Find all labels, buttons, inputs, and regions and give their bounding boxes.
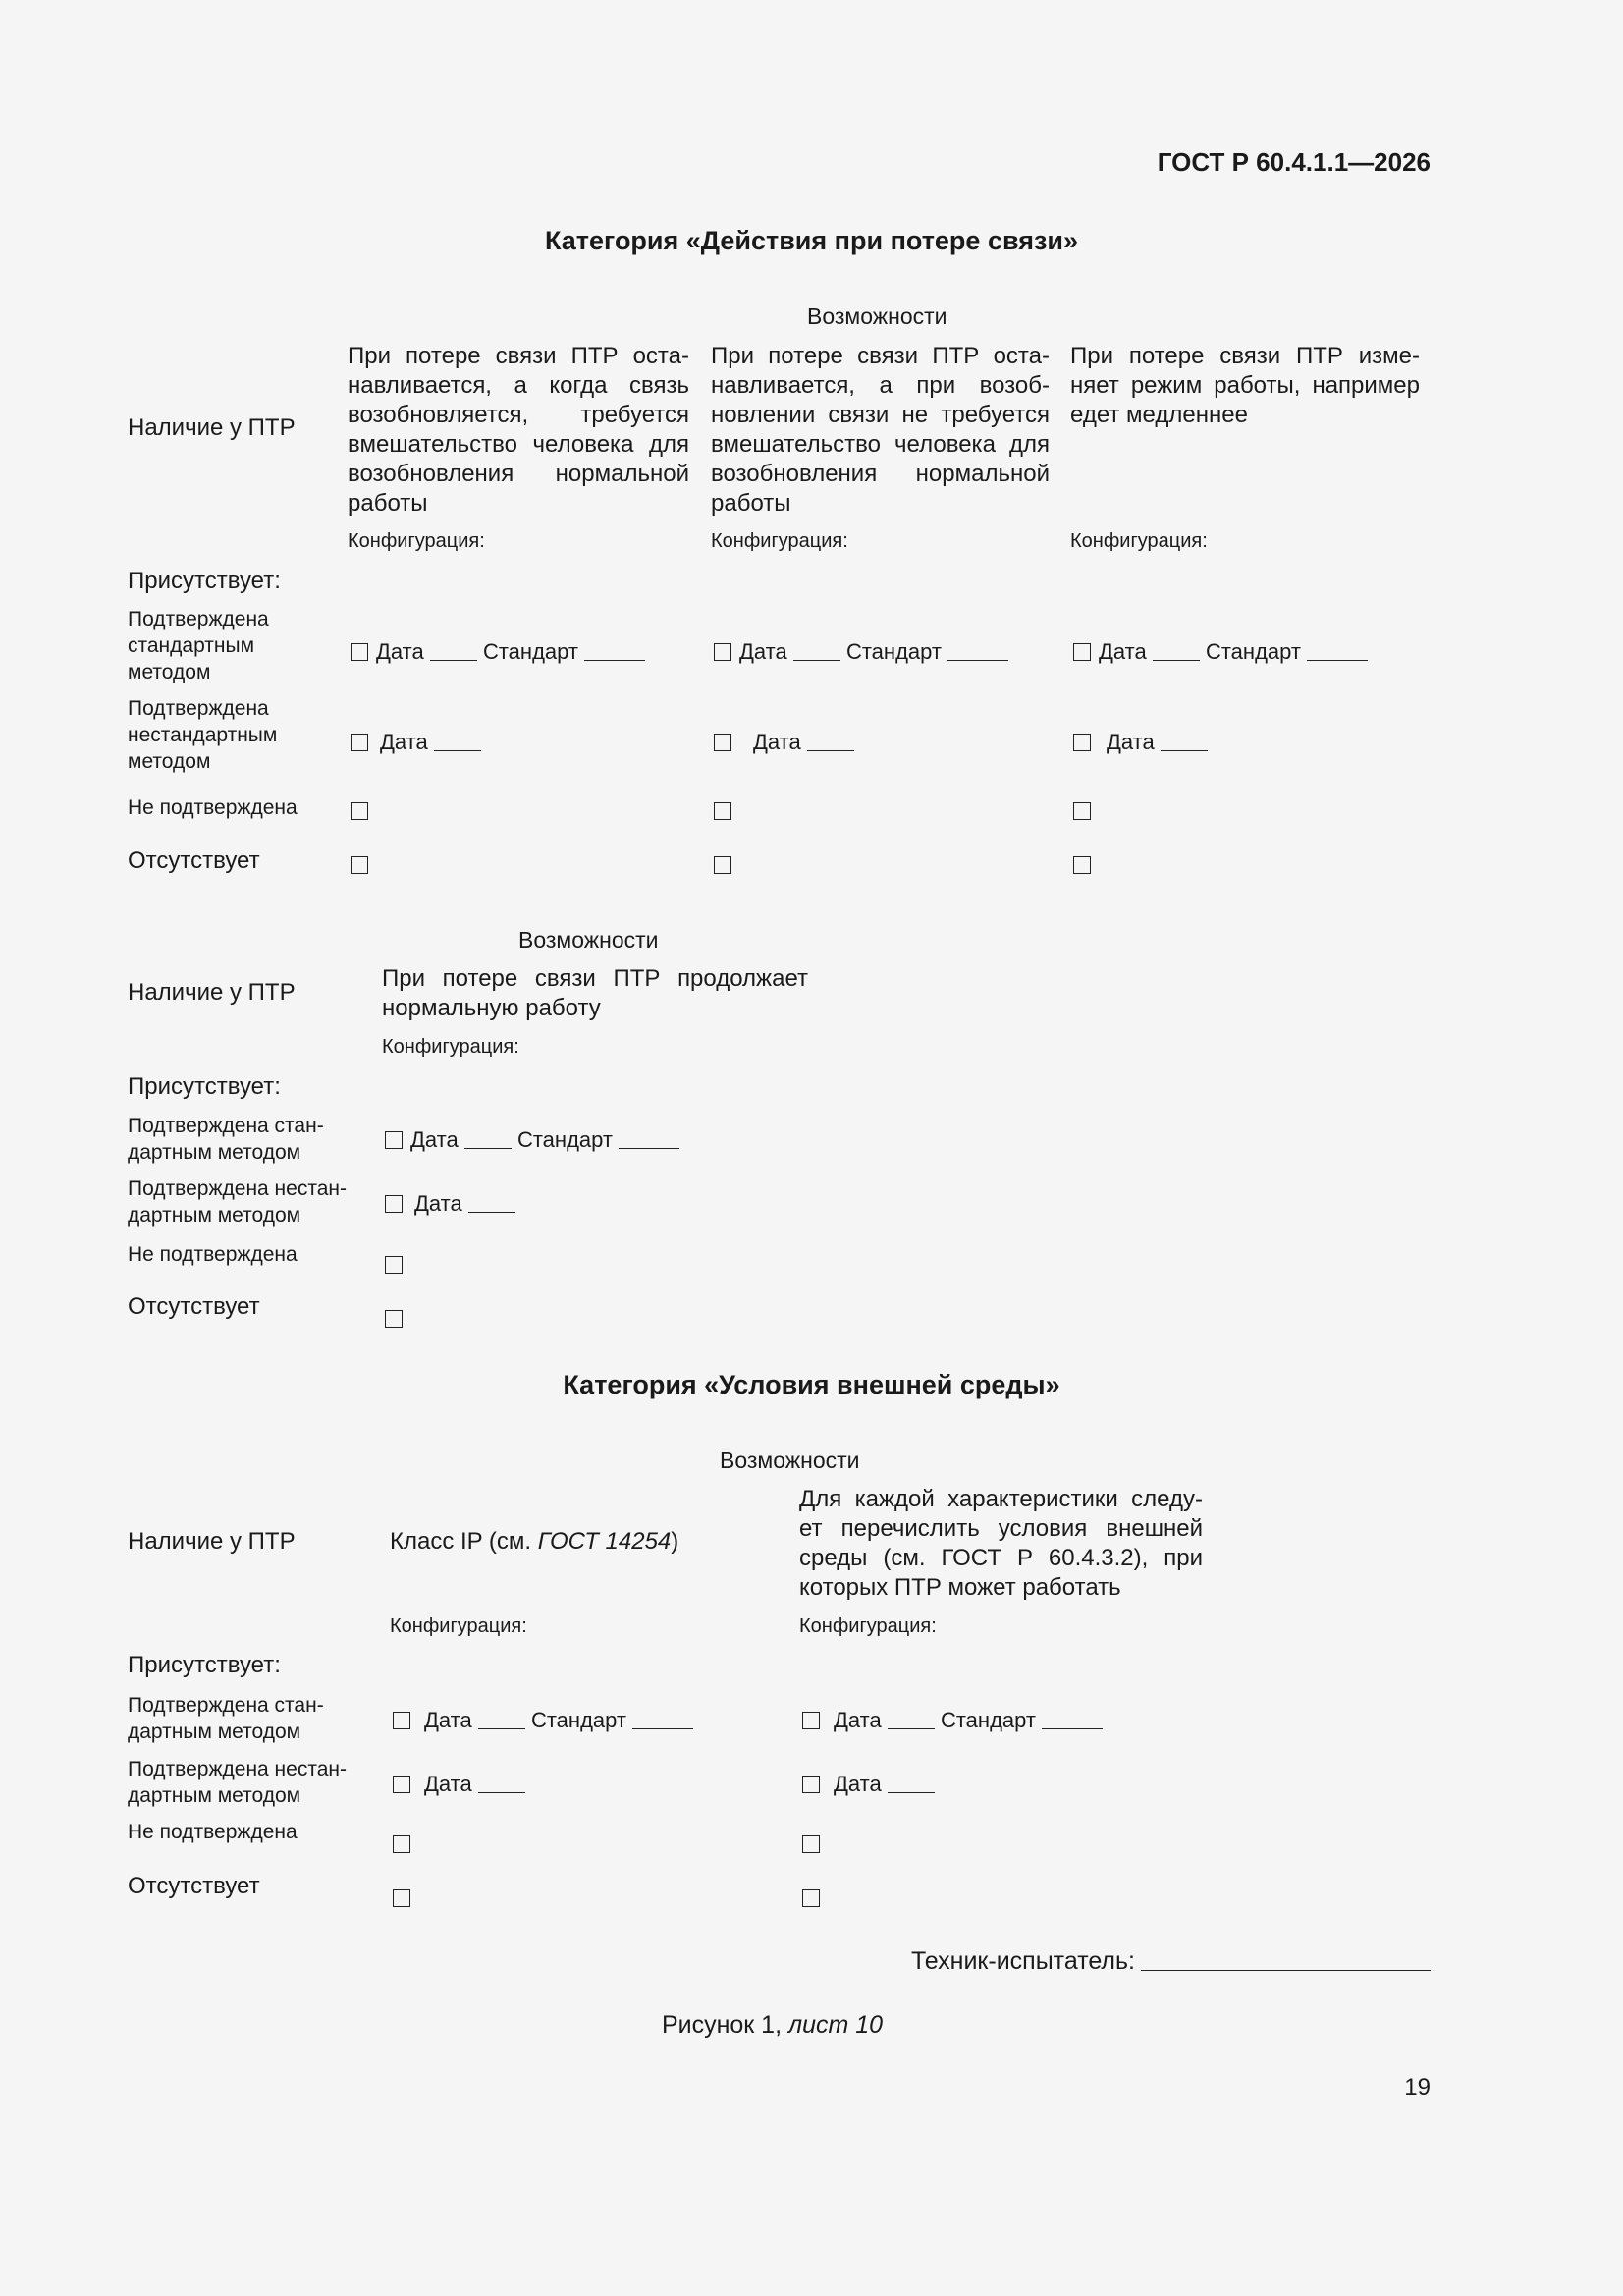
checkbox-std-col1[interactable] bbox=[351, 643, 368, 661]
config-label-s2: Конфигурация: bbox=[382, 1036, 519, 1058]
checkbox-nonstd-col1[interactable] bbox=[351, 734, 368, 751]
technician-label: Техник-испытатель: bbox=[910, 1947, 1135, 1975]
checkbox-absent-col3[interactable] bbox=[1073, 856, 1091, 874]
config-label-s3-1: Конфигурация: bbox=[390, 1615, 527, 1637]
capability-description-1: При потере связи ПТР оста- навливается, а когда связь возобновляется, требуется вмешательство человека для возобновления нормальной работы bbox=[348, 343, 689, 517]
config-label-2: Конфигурация: bbox=[711, 530, 848, 552]
row-label-availability: Наличие у ПТР bbox=[128, 414, 296, 441]
ip-class-text: Класс IP (см. ГОСТ 14254) bbox=[390, 1528, 679, 1555]
confirmed-standard-label: Подтверждена стандартным методом bbox=[128, 608, 269, 683]
std-row-s3-col1: Дата Стандарт bbox=[393, 1708, 693, 1733]
confirmed-nonstandard-label-2: Подтверждена нестан- дартным методом bbox=[128, 1177, 347, 1227]
checkbox-absent-col2[interactable] bbox=[714, 856, 731, 874]
std-row-col3: Дата Стандарт bbox=[1073, 639, 1368, 665]
checkbox-std-s3-col2[interactable] bbox=[802, 1712, 820, 1729]
config-label-1: Конфигурация: bbox=[348, 530, 485, 552]
section-title-environment: Категория «Условия внешней среды» bbox=[563, 1370, 1060, 1399]
checkbox-nonstd-s3-col2[interactable] bbox=[802, 1776, 820, 1793]
capabilities-label: Возможности bbox=[807, 303, 947, 329]
capability-description-3: При потере связи ПТР изме- няет режим работы, например едет медленнее bbox=[1070, 343, 1420, 428]
checkbox-notconf-col1[interactable] bbox=[351, 802, 368, 820]
nonstd-row-s2: Дата bbox=[385, 1191, 515, 1217]
nonstd-row-col3: Дата bbox=[1073, 730, 1208, 755]
checkbox-absent-s2[interactable] bbox=[385, 1310, 403, 1328]
checkbox-notconf-col2[interactable] bbox=[714, 802, 731, 820]
checkbox-absent-col1[interactable] bbox=[351, 856, 368, 874]
environment-description: Для каждой характеристики следу- ет перечислить условия внешней среды (см. ГОСТ Р 60.4.3.2), при которых ПТР может работать bbox=[799, 1486, 1203, 1601]
capability-description-continue: При потере связи ПТР продолжает нормальную работу bbox=[382, 965, 808, 1021]
row-label-availability-2: Наличие у ПТР bbox=[128, 979, 296, 1006]
std-row-col2: Дата Стандарт bbox=[714, 639, 1008, 665]
config-label-3: Конфигурация: bbox=[1070, 530, 1208, 552]
capability-description-2: При потере связи ПТР оста- навливается, а при возоб- новлении связи не требуется вмешательство человека для возобновления нормальной работы bbox=[711, 343, 1050, 517]
document-number: ГОСТ Р 60.4.1.1—2026 bbox=[1157, 147, 1431, 177]
page-number: 19 bbox=[1404, 2074, 1431, 2101]
row-label-availability-3: Наличие у ПТР bbox=[128, 1528, 296, 1555]
checkbox-nonstd-s3-col1[interactable] bbox=[393, 1776, 410, 1793]
technician-signature-line bbox=[911, 1946, 1431, 1976]
present-label-2: Присутствует: bbox=[128, 1073, 281, 1100]
nonstd-row-s3-col1: Дата bbox=[393, 1772, 525, 1797]
absent-label: Отсутствует bbox=[128, 847, 260, 874]
checkbox-nonstd-col3[interactable] bbox=[1073, 734, 1091, 751]
capabilities-label-2: Возможности bbox=[518, 927, 659, 953]
std-row-s3-col2: Дата Стандарт bbox=[802, 1708, 1103, 1733]
nonstd-row-col1: Дата bbox=[351, 730, 481, 755]
confirmed-nonstandard-label-3: Подтверждена нестан- дартным методом bbox=[128, 1758, 347, 1807]
confirmed-standard-label-3: Подтверждена стан- дартным методом bbox=[128, 1694, 324, 1743]
capabilities-label-3: Возможности bbox=[720, 1448, 860, 1473]
checkbox-notconf-s3-col2[interactable] bbox=[802, 1835, 820, 1853]
checkbox-notconf-s2[interactable] bbox=[385, 1256, 403, 1274]
checkbox-absent-s3-col2[interactable] bbox=[802, 1889, 820, 1907]
checkbox-std-col2[interactable] bbox=[714, 643, 731, 661]
nonstd-row-col2: Дата bbox=[714, 730, 854, 755]
confirmed-nonstandard-label: Подтверждена нестандартным методом bbox=[128, 697, 278, 773]
checkbox-notconf-col3[interactable] bbox=[1073, 802, 1091, 820]
checkbox-std-s2[interactable] bbox=[385, 1131, 403, 1149]
not-confirmed-label-3: Не подтверждена bbox=[128, 1821, 298, 1843]
checkbox-notconf-s3-col1[interactable] bbox=[393, 1835, 410, 1853]
checkbox-nonstd-col2[interactable] bbox=[714, 734, 731, 751]
technician-signature-field[interactable] bbox=[1141, 1946, 1431, 1971]
std-row-s2: Дата Стандарт bbox=[385, 1127, 679, 1153]
present-label-3: Присутствует: bbox=[128, 1652, 281, 1678]
absent-label-3: Отсутствует bbox=[128, 1873, 260, 1899]
checkbox-absent-s3-col1[interactable] bbox=[393, 1889, 410, 1907]
not-confirmed-label-2: Не подтверждена bbox=[128, 1243, 298, 1266]
figure-caption: Рисунок 1, лист 10 bbox=[661, 2011, 884, 2039]
absent-label-2: Отсутствует bbox=[128, 1293, 260, 1320]
present-label: Присутствует: bbox=[128, 568, 281, 594]
gost-reference: ГОСТ 14254 bbox=[537, 1528, 672, 1555]
checkbox-std-s3-col1[interactable] bbox=[393, 1712, 410, 1729]
std-row-col1: Дата Стандарт bbox=[351, 639, 645, 665]
not-confirmed-label: Не подтверждена bbox=[128, 796, 298, 819]
confirmed-standard-label-2: Подтверждена стан- дартным методом bbox=[128, 1115, 324, 1164]
checkbox-nonstd-s2[interactable] bbox=[385, 1195, 403, 1213]
section-title-connection-loss: Категория «Действия при потере связи» bbox=[544, 226, 1078, 255]
config-label-s3-2: Конфигурация: bbox=[799, 1615, 937, 1637]
checkbox-std-col3[interactable] bbox=[1073, 643, 1091, 661]
nonstd-row-s3-col2: Дата bbox=[802, 1772, 935, 1797]
